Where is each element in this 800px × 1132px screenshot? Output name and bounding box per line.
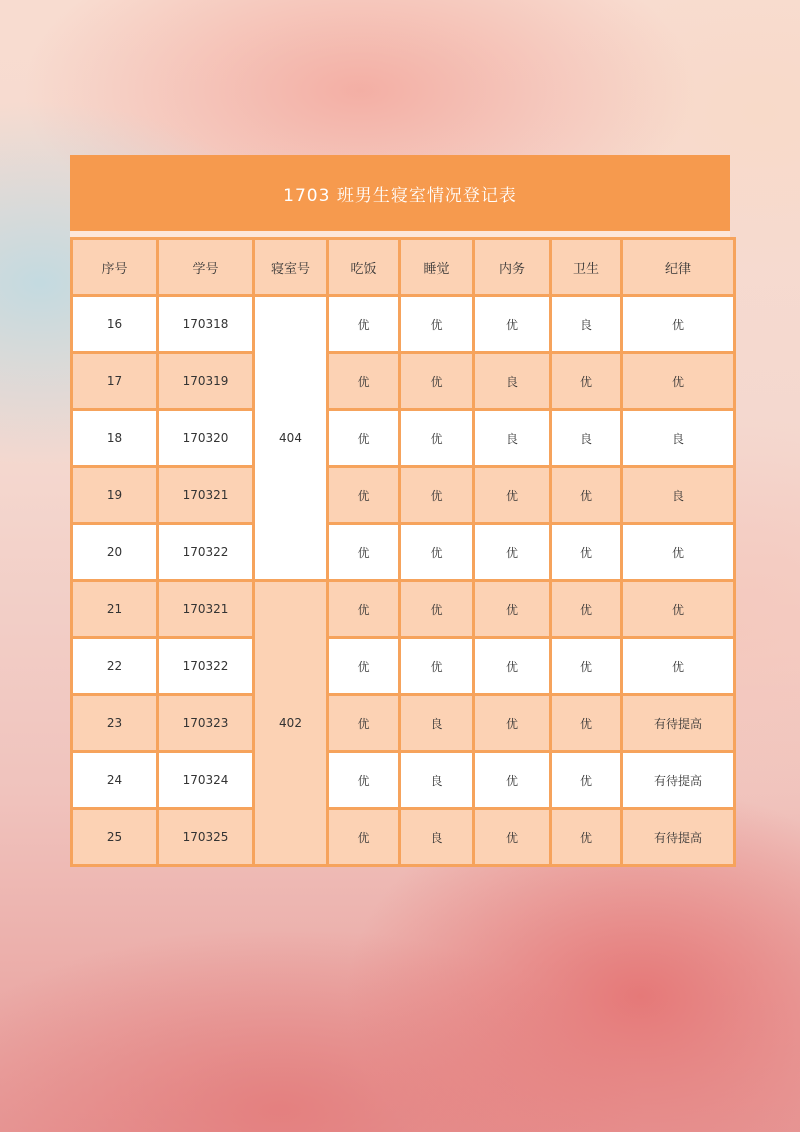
cell-student-id: 170318 xyxy=(159,297,252,351)
cell-eating: 优 xyxy=(329,696,398,750)
cell-student-id: 170320 xyxy=(159,411,252,465)
table-row xyxy=(73,411,733,465)
cell-chores: 优 xyxy=(475,810,549,864)
col-header-student-id: 学号 xyxy=(159,240,252,294)
table-title: 1703 班男生寝室情况登记表 xyxy=(70,155,730,231)
table-row xyxy=(73,639,733,693)
cell-hygiene: 优 xyxy=(552,696,620,750)
cell-hygiene: 良 xyxy=(552,297,620,351)
cell-student-id: 170322 xyxy=(159,639,252,693)
cell-hygiene: 优 xyxy=(552,525,620,579)
cell-chores: 优 xyxy=(475,582,549,636)
cell-no: 23 xyxy=(73,696,156,750)
cell-discipline: 良 xyxy=(623,468,733,522)
cell-discipline: 良 xyxy=(623,411,733,465)
cell-sleeping: 良 xyxy=(401,696,472,750)
dorm-table xyxy=(70,237,736,867)
cell-chores: 优 xyxy=(475,468,549,522)
cell-no: 25 xyxy=(73,810,156,864)
cell-hygiene: 良 xyxy=(552,411,620,465)
cell-sleeping: 优 xyxy=(401,297,472,351)
cell-no: 24 xyxy=(73,753,156,807)
cell-chores: 优 xyxy=(475,525,549,579)
table-row xyxy=(73,354,733,408)
cell-eating: 优 xyxy=(329,582,398,636)
table-row xyxy=(73,753,733,807)
cell-chores: 良 xyxy=(475,411,549,465)
col-header-room: 寝室号 xyxy=(255,240,326,294)
cell-chores: 良 xyxy=(475,354,549,408)
col-header-eating: 吃饭 xyxy=(329,240,398,294)
cell-hygiene: 优 xyxy=(552,468,620,522)
cell-hygiene: 优 xyxy=(552,354,620,408)
cell-eating: 优 xyxy=(329,525,398,579)
dorm-register-card xyxy=(70,155,730,867)
cell-discipline: 优 xyxy=(623,582,733,636)
cell-sleeping: 良 xyxy=(401,810,472,864)
cell-student-id: 170324 xyxy=(159,753,252,807)
cell-discipline: 优 xyxy=(623,525,733,579)
cell-discipline: 有待提高 xyxy=(623,753,733,807)
cell-eating: 优 xyxy=(329,297,398,351)
cell-room-402: 402 xyxy=(255,582,326,864)
cell-student-id: 170319 xyxy=(159,354,252,408)
cell-eating: 优 xyxy=(329,810,398,864)
cell-no: 21 xyxy=(73,582,156,636)
header-row xyxy=(73,240,733,294)
cell-chores: 优 xyxy=(475,639,549,693)
cell-no: 17 xyxy=(73,354,156,408)
cell-eating: 优 xyxy=(329,639,398,693)
cell-discipline: 有待提高 xyxy=(623,696,733,750)
cell-chores: 优 xyxy=(475,753,549,807)
cell-discipline: 有待提高 xyxy=(623,810,733,864)
table-row xyxy=(73,297,733,351)
col-header-discipline: 纪律 xyxy=(623,240,733,294)
table-row xyxy=(73,468,733,522)
cell-discipline: 优 xyxy=(623,297,733,351)
cell-no: 19 xyxy=(73,468,156,522)
table-row xyxy=(73,582,733,636)
cell-no: 20 xyxy=(73,525,156,579)
cell-discipline: 优 xyxy=(623,354,733,408)
cell-eating: 优 xyxy=(329,753,398,807)
cell-no: 18 xyxy=(73,411,156,465)
cell-student-id: 170321 xyxy=(159,468,252,522)
cell-sleeping: 优 xyxy=(401,411,472,465)
cell-hygiene: 优 xyxy=(552,639,620,693)
col-header-sleeping: 睡觉 xyxy=(401,240,472,294)
cell-eating: 优 xyxy=(329,468,398,522)
col-header-hygiene: 卫生 xyxy=(552,240,620,294)
cell-student-id: 170321 xyxy=(159,582,252,636)
cell-sleeping: 优 xyxy=(401,525,472,579)
cell-chores: 优 xyxy=(475,696,549,750)
cell-sleeping: 优 xyxy=(401,354,472,408)
table-row xyxy=(73,525,733,579)
col-header-no: 序号 xyxy=(73,240,156,294)
cell-hygiene: 优 xyxy=(552,753,620,807)
cell-hygiene: 优 xyxy=(552,810,620,864)
cell-student-id: 170323 xyxy=(159,696,252,750)
cell-no: 22 xyxy=(73,639,156,693)
cell-discipline: 优 xyxy=(623,639,733,693)
cell-student-id: 170322 xyxy=(159,525,252,579)
cell-sleeping: 优 xyxy=(401,582,472,636)
cell-student-id: 170325 xyxy=(159,810,252,864)
col-header-chores: 内务 xyxy=(475,240,549,294)
cell-no: 16 xyxy=(73,297,156,351)
cell-eating: 优 xyxy=(329,354,398,408)
cell-room-404: 404 xyxy=(255,297,326,579)
cell-sleeping: 优 xyxy=(401,468,472,522)
table-row xyxy=(73,810,733,864)
cell-sleeping: 良 xyxy=(401,753,472,807)
cell-chores: 优 xyxy=(475,297,549,351)
cell-hygiene: 优 xyxy=(552,582,620,636)
cell-sleeping: 优 xyxy=(401,639,472,693)
table-row xyxy=(73,696,733,750)
cell-eating: 优 xyxy=(329,411,398,465)
